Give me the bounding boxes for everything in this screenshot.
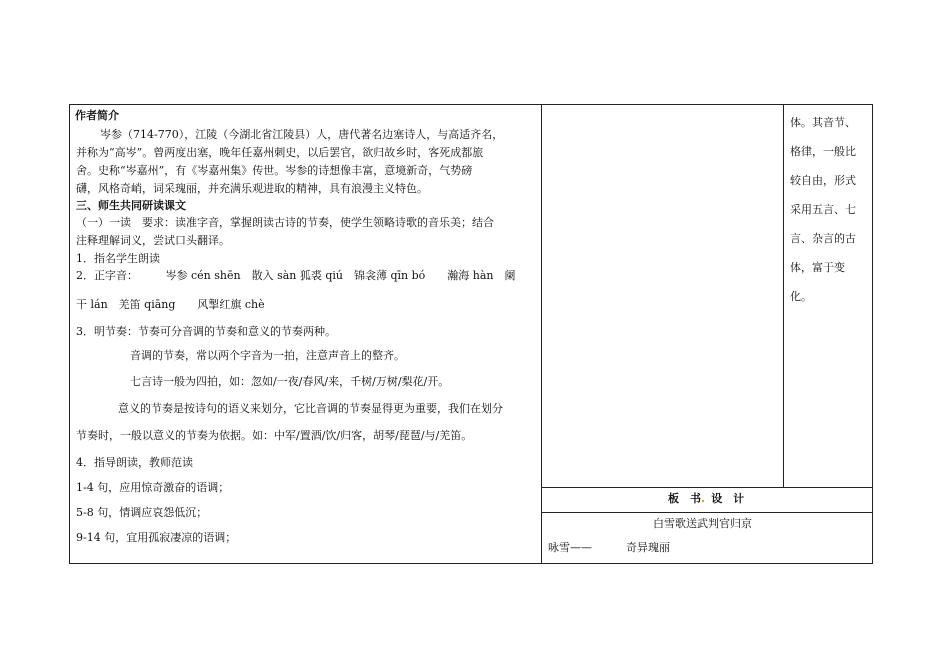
right-column-text [790, 108, 870, 311]
right-column-line: 言、杂言的古 [790, 232, 856, 245]
step-3: 3．明节奏：节奏可分音调的节奏和意义的节奏两种。 [76, 325, 336, 338]
step-3-detail: 意义的节奏是按诗句的语义来划分，它比音调的节奏显得更为重要，我们在划分 [118, 402, 503, 415]
step-2-line: 2．正字音： 岑参 cén shēn 散入 sàn 狐裘 qiú 锦衾薄 qīn bó 瀚海 hàn 阑 [76, 269, 516, 282]
right-column-line: 格律，一般比 [790, 145, 856, 158]
board-line-value: 奇异瑰丽 [626, 541, 670, 554]
author-heading: 作者简介 [75, 109, 119, 122]
study-text-line: （一）一读 要求：读准字音，掌握朗读古诗的节奏，使学生领略诗歌的音乐美；结合 [76, 216, 494, 229]
step-3-detail: 七言诗一般为四拍，如：忽如/一夜/春风/来，千树/万树/梨花/开。 [130, 375, 450, 388]
step-3-detail: 节奏时，一般以意义的节奏为依据。如：中军/置酒/饮/归客，胡琴/琵琶/与/羌笛。 [76, 429, 473, 442]
column-divider-1 [541, 104, 542, 564]
board-heading [668, 492, 744, 506]
board-title: 白雪歌送武判官归京 [653, 517, 752, 530]
right-column-line: 较自由，形式 [790, 174, 856, 187]
right-column-line: 体。其音节、 [790, 116, 856, 129]
right-column-line: 体，富于变 [790, 261, 845, 274]
author-text-line: 舍。史称“岑嘉州”，有《岑嘉州集》传世。岑参的诗想像丰富，意境新奇，气势磅 [76, 164, 473, 177]
right-column-line: 采用五言、七 [790, 203, 856, 216]
right-column-line: 化。 [790, 290, 812, 303]
author-text-line: 岑参（714-770），江陵（今湖北省江陵县）人，唐代著名边塞诗人，与高适齐名， [100, 128, 504, 141]
step-3-detail: 音调的节奏，常以两个字音为一拍，注意声音上的整齐。 [130, 349, 405, 362]
step-4-detail: 5-8 句，情调应哀怨低沉； [76, 506, 208, 519]
step-4-detail: 1-4 句，应用惊奇激奋的语调； [76, 481, 230, 494]
board-top-divider [541, 487, 873, 488]
column-divider-2 [783, 104, 784, 487]
author-text-line: 礴，风格奇峭，词采瑰丽，并充满乐观进取的精神，具有浪漫主义特色。 [76, 182, 428, 195]
study-heading: 三、师生共同研读课文 [76, 199, 186, 212]
author-text-line: 并称为“高岑”。曾两度出塞，晚年任嘉州刺史，以后罢官，欲归故乡时，客死成都旅 [76, 146, 484, 159]
step-1: 1．指名学生朗读 [76, 252, 160, 265]
step-4: 4．指导朗读，教师范读 [76, 456, 193, 469]
study-text-line: 注释理解词义，尝试口头翻译。 [76, 234, 230, 247]
step-2-line: 干 lán 羌笛 qiāng 风掣红旗 chè [76, 298, 265, 311]
board-heading-part: 板 书 [668, 492, 701, 505]
board-line-label: 咏雪—— [548, 541, 592, 554]
step-4-detail: 9-14 句，宜用孤寂凄凉的语调； [76, 531, 237, 544]
board-heading-divider [541, 512, 873, 513]
board-heading-dot: . [701, 492, 706, 505]
board-heading-part: 设 计 [711, 492, 745, 505]
